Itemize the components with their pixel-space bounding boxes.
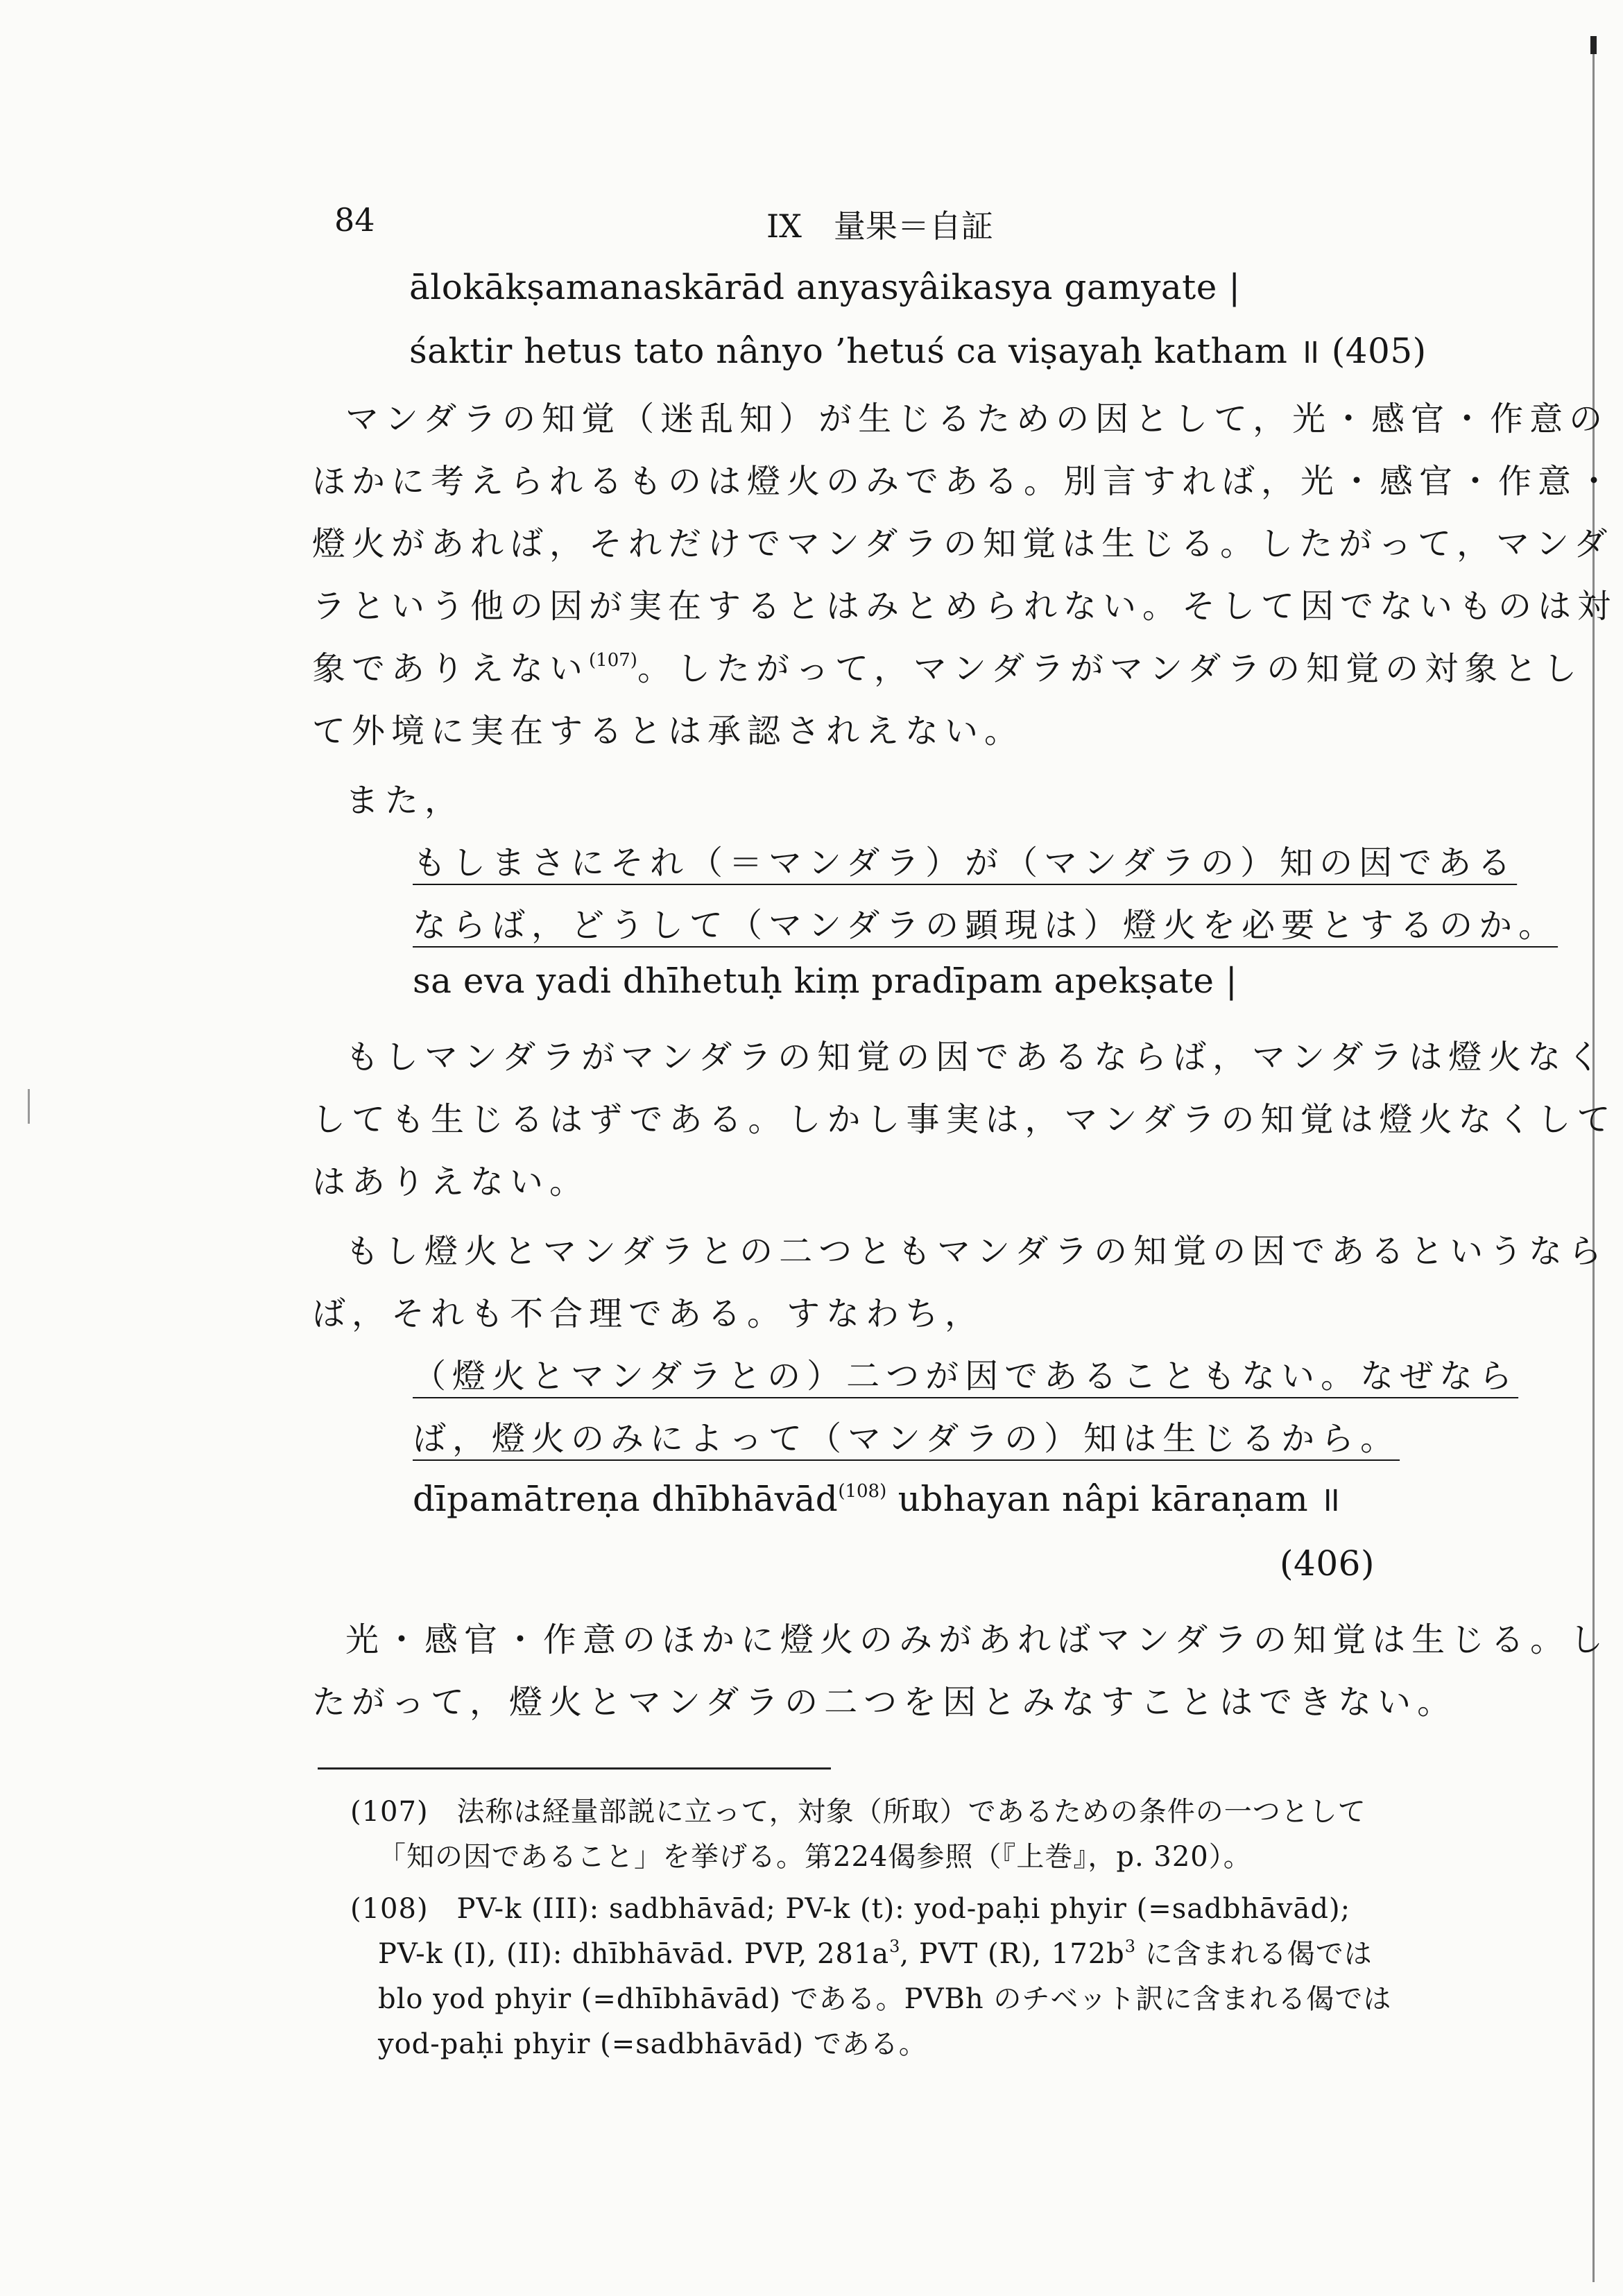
footnote-108-line-2-b: , PVT (R), 172b xyxy=(900,1938,1125,1970)
para4-line-2: ば，それも不合理である。すなわち， xyxy=(312,1294,985,1333)
footnote-108-line-3: blo yod phyir (=dhībhāvād) である。PVBh のチベット訳に含まれる偈では xyxy=(378,1983,1392,2015)
page-number: 84 xyxy=(334,201,375,239)
page-edge-line xyxy=(1592,42,1595,2282)
scan-speck xyxy=(28,1089,30,1124)
footnote-108-line-4: yod-paḥi phyir (=sadbhāvād) である。 xyxy=(378,2028,927,2060)
para5-line-2: たがって，燈火とマンダラの二つを因とみなすことはできない。 xyxy=(312,1683,1457,1722)
footnote-108-sup-2: 3 xyxy=(1124,1937,1136,1956)
para1-line-4: ラという他の因が実在するとはみとめられない。そして因でないものは対 xyxy=(312,587,1617,626)
quote2-line-1: （燈火とマンダラとの）二つが因であることもない。なぜなら xyxy=(413,1357,1519,1396)
footnote-ref-107: (107) xyxy=(589,650,637,671)
footnote-108-sup-1: 3 xyxy=(889,1937,900,1956)
footnote-108-line-2 xyxy=(378,1932,1373,1971)
para1-line-2: ほかに考えられるものは燈火のみである。別言すれば，光・感官・作意・ xyxy=(312,462,1617,501)
para2-line-1: また， xyxy=(345,781,465,820)
para1-line-5-text-a: 象でありえない xyxy=(312,649,590,688)
footnote-108-line-2-a: PV-k (I), (II): dhībhāvād. PVP, 281a xyxy=(378,1938,890,1970)
quote2-line-2: ば，燈火のみによって（マンダラの）知は生じるから。 xyxy=(413,1419,1400,1458)
footnote-rule xyxy=(318,1767,831,1770)
para3-line-3: はありえない。 xyxy=(312,1163,590,1201)
verse-number-406: (406) xyxy=(1280,1543,1375,1584)
running-head: IX 量果＝自証 xyxy=(766,207,993,245)
verse-405-line-1: ālokākṣamanaskārād anyasyâikasya gamyate | xyxy=(409,267,1241,307)
quote1-sanskrit: sa eva yadi dhīhetuḥ kiṃ pradīpam apekṣate | xyxy=(413,961,1238,1001)
quote2-sanskrit xyxy=(413,1474,1341,1521)
para3-line-1: もしマンダラがマンダラの知覚の因であるならば，マンダラは燈火なく xyxy=(345,1038,1607,1077)
para1-line-1: マンダラの知覚（迷乱知）が生じるための因として，光・感官・作意の xyxy=(345,400,1609,438)
footnote-ref-108: (108) xyxy=(838,1481,887,1502)
para3-line-2: しても生じるはずである。しかし事実は，マンダラの知覚は燈火なくして xyxy=(312,1100,1617,1139)
para4-line-1: もし燈火とマンダラとの二つともマンダラの知覚の因であるというなら xyxy=(345,1232,1608,1271)
para1-line-6: て外境に実在するとは承認されえない。 xyxy=(312,712,1024,751)
verse-405-line-2: śaktir hetus tato nânyo ’hetuś ca viṣayaḥ katham ॥ (405) xyxy=(409,331,1427,371)
para1-line-3: 燈火があれば，それだけでマンダラの知覚は生じる。したがって，マンダ xyxy=(312,524,1614,563)
quote1-line-2: ならば，どうして（マンダラの顕現は）燈火を必要とするのか。 xyxy=(413,906,1558,945)
footnote-108-line-1: (108) PV-k (III): sadbhāvād; PV-k (t): yod-paḥi phyir (=sadbhāvād); xyxy=(350,1893,1351,1925)
footnote-107-line-2: 「知の因であること」を挙げる。第224偈参照（『上巻』，p. 320）。 xyxy=(378,1841,1252,1873)
quote1-line-1: もしまさにそれ（＝マンダラ）が（マンダラの）知の因である xyxy=(413,843,1518,882)
quote2-sanskrit-b: ubhayan nâpi kāraṇam ॥ xyxy=(886,1479,1341,1519)
page-edge-mark xyxy=(1590,36,1597,54)
quote2-sanskrit-a: dīpamātreṇa dhībhāvād xyxy=(413,1479,839,1519)
footnote-108-line-2-c: に含まれる偈では xyxy=(1135,1938,1373,1970)
para5-line-1: 光・感官・作意のほかに燈火のみがあればマンダラの知覚は生じる。し xyxy=(345,1620,1610,1659)
footnote-107-line-1: (107) 法称は経量部説に立って，対象（所取）であるための条件の一つとして xyxy=(350,1796,1366,1828)
para1-line-5 xyxy=(312,642,1583,689)
para1-line-5-text-b: 。したがって，マンダラがマンダラの知覚の対象とし xyxy=(637,649,1583,688)
